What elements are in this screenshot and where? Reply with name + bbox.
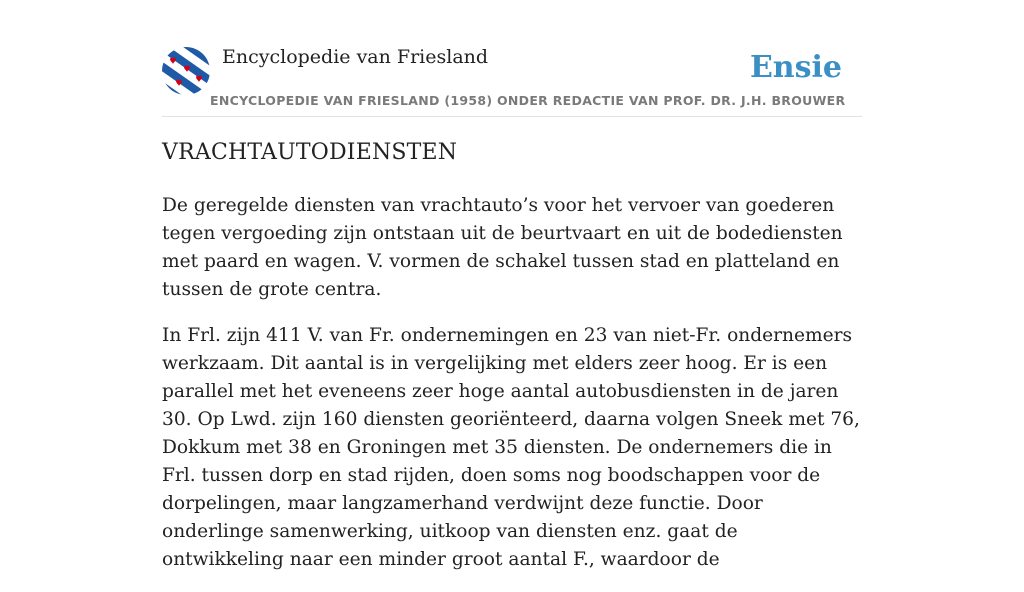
article-paragraph: De geregelde diensten van vrachtauto’s voor het vervoer van goederen tegen vergoeding zijn ontstaan uit de beurtvaart en uit de bodediensten met paard en wagen. V. vormen de schakel tussen stad en platteland en tussen de grote centra.	[162, 195, 843, 300]
article-title: VRACHTAUTODIENSTEN	[162, 140, 458, 165]
article-paragraph: In Frl. zijn 411 V. van Fr. ondernemingen en 23 van niet-Fr. ondernemers werkzaam. Dit aantal is in vergelijking met elders zeer hoog. Er is een parallel met het eveneens zeer hoge aantal autobusdiensten in de jaren 30. Op Lwd. zijn 160 diensten georiënteerd, daarna volgen Sneek met 76, Dokkum met 38 en Groningen met 35 diensten. De ondernemers die in Frl. tussen dorp en stad rijden, doen soms nog boodschappen voor de dorpelingen, maar langzamerhand verdwijnt deze functie. Door onderlinge samenwerking, uitkoop van diensten enz. gaat de ontwikkeling naar een minder groot aantal F., waardoor de	[162, 325, 860, 570]
article-body	[162, 192, 862, 592]
brand-logo-link[interactable]: Ensie	[749, 50, 842, 85]
site-title[interactable]: Encyclopedie van Friesland	[222, 46, 489, 68]
site-header	[162, 44, 862, 117]
frisian-flag-icon[interactable]	[162, 47, 210, 95]
site-subtitle: ENCYCLOPEDIE VAN FRIESLAND (1958) ONDER REDACTIE VAN PROF. DR. J.H. BROUWER	[210, 93, 846, 108]
